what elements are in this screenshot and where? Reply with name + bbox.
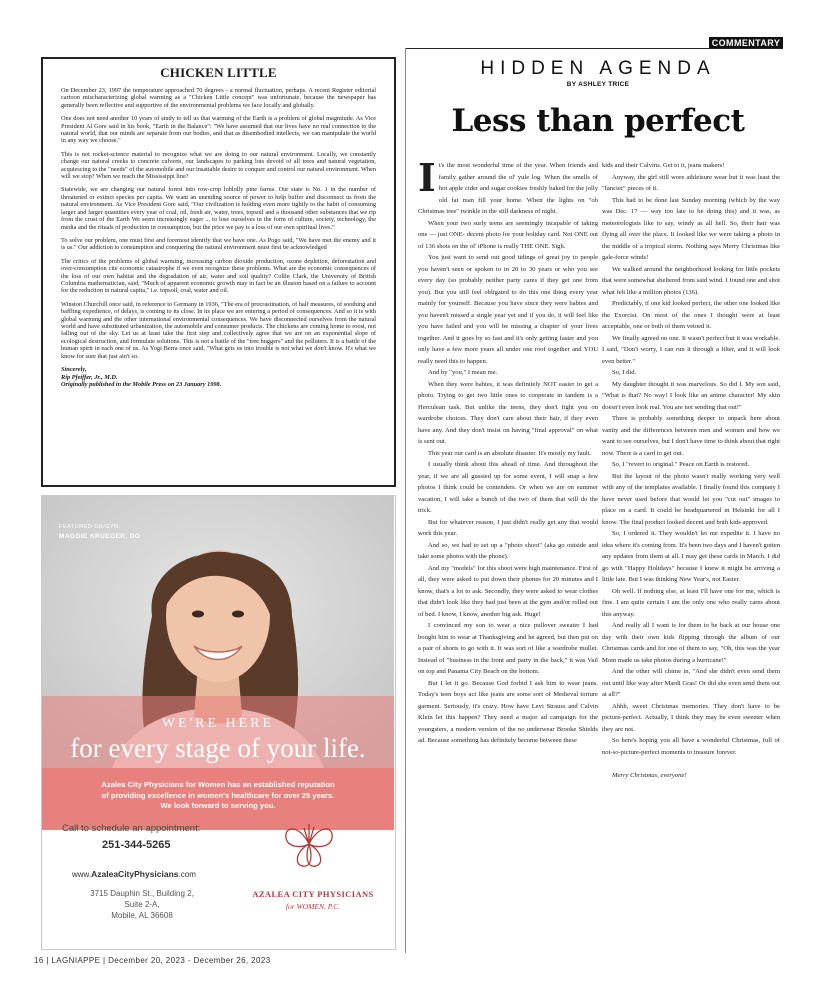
article-paragraph: So, I ordered it. They wouldn't let me expedite it. I have no idea where it's coming from. It's been two days and I haven't gotten any updates from them at all. I may get these cards in March. I did go with "Happy Holidays" because I knew it might be arriving a little late. But I was thinking New Year's, not Easter. [602, 530, 780, 583]
article-paragraph: When your two surly teens are seemingly incapable of taking one — just ONE- decent photo for your holiday card. Not ONE out of 136 shots on the ol' iPhone is really THE ONE. Sigh. [418, 219, 598, 250]
letter-title: CHICKEN LITTLE [160, 65, 277, 80]
letter-paragraph: The critics of the problems of global warming, increasing carbon dioxide production, ozone depletion, deforestation and over-consumption cite economic catastrophe if we even recognize these problems. What are the economic consequences of the loss of our own habitat and the degradation of air, water and soil quality? Collin Clark, the University of British Columbia mathematician, said, "Much of apparent economic growth may in fact be an illusion based on a failure to account for the reduction in natural capita," i.e. topsoil, coal, water and oil. [61, 257, 376, 295]
article-paragraph: I usually think about this ahead of time. And throughout the year, if we are all gussied up for some event, I will snap a few photos I think could be contenders. Or when we are on summer vacation, I will take a bunch of the two of them that will do the trick. [418, 461, 598, 514]
ad-body-line: of providing excellence in women's healthcare for over 25 years. [101, 790, 335, 800]
letter-paragraph: This is not rocket-science material to recognize what we are doing to our natural environment. Locally, we constantly change our natural creeks to concrete culverts, our landscapes to parking lots devoid of all trees and natural vegetation, acquiescing to the "needs" of the automobile and our insatiable desire to conquer and control our natural environment. When will we stop? When we reach the Mississippi line? [61, 150, 376, 181]
article-paragraph: There is probably something deeper to unpack here about vanity and the differences between men and women and how we want to see ourselves, but I don't have time to think about that right now. There is a card to get out. [602, 415, 780, 457]
section-tag: COMMENTARY [709, 37, 783, 49]
web-suffix: .com [178, 870, 196, 879]
address-line: Suite 2-A, [124, 900, 160, 909]
article-paragraph: Oh well. If nothing else, at least I'll have one for me, which is fine. I am quite certain I am the only one who really cares about this anyway. [602, 587, 780, 618]
advertisement[interactable] [41, 495, 396, 950]
first-paragraph-text: t's the most wonderful time of the year. When friends and family gather around the ol' yule log. When the smells of hot apple cider and sugar cookies freshly baked for the jolly old fat man fill your home. When the lights on "oh Christmas tree" twinkle in the still darkness of night. [418, 162, 598, 215]
article-paragraph: But the layout of the photo wasn't really working very well with any of the templates available. I finally found this company I have never used before that would let you "cut out" images to place on a card. It could be headquartered in Helsinki for all I know. The final product looked decent and both kids approved. [602, 472, 780, 526]
article-paragraph: My daughter thought it was marvelous. So did I. My son said, "What is that? No way! I look like an anime character! My skin doesn't even look real. You are not sending that out!" [602, 380, 780, 411]
letter-paragraph: Statewide, we are changing our natural forest into row-crop loblolly pine farms. Our state is No. 1 in the number of threatened or extinct species per capita. We want an unending source of power to help buffer and disconnect us from the natural environment. As Vice President Gore said, "Our civilization is holding even more tightly to the habit of consuming larger and larger quantities every year of coal, oil, fresh air, water, trees, topsoil and a thousand other substances that we rip from the crust of the Earth We seem increasingly eager ... to lose ourselves in the form of culture, society, technology, the media and the rituals of production in consumption, but the price we pay is a loss of our own spiritual lives." [61, 186, 376, 231]
column-name: HIDDEN AGENDA [480, 58, 716, 79]
address-line: Mobile, AL 36608 [111, 911, 173, 920]
ad-address [72, 888, 212, 921]
article-paragraph: So, I "revert to original." Peace on Earth is restored. [612, 461, 750, 468]
ad-logo-name: AZALEA CITY PHYSICIANS [252, 889, 374, 899]
ad-body-line: Azalea City Physicians for Women has an established reputation [101, 780, 335, 789]
article-paragraph: This year our card is an absolute disaster. It's mostly my fault. [428, 449, 592, 457]
ad-tagline: for every stage of your life. [70, 733, 366, 763]
doctor-name: MAGGIE KRUEGER, DO [59, 533, 141, 540]
drop-cap: I [418, 160, 436, 200]
letter-sign-author: Rip Pfeiffer, Jr., M.D. [61, 373, 118, 381]
issue-dates: December 20, 2023 - December 26, 2023 [108, 956, 271, 965]
article-paragraph: Predictably, if one kid looked perfect, the other one looked like the Exorcist. On most of the ones I thought were at least acceptable, one or both of them vetoed it. [602, 300, 780, 330]
article-paragraph: So, I did. [612, 369, 637, 376]
article-paragraph: You just want to send out good tidings of great joy to people you haven't seen or spoken to in 20 to 30 years or who you see every day (so probably neither party cares if they get one from you). But you still feel obligated to do this one thing every year mainly for yourself. Because you have since they were babies and you haven't missed a single year yet and if you do, it will feel like you have failed and you will be missing a chapter of your lives together. And it goes by so fast and it's only getting faster and you only have a few more years all under one roof together and YOU really need this to happen. [418, 254, 598, 365]
page-footer: 16 | LAGNIAPPE | December 20, 2023 - December 26, 2023 [34, 956, 271, 965]
article-paragraph: When they were babies, it was definitely NOT easier to get a photo. Trying to get two little ones to cooperate in tandem is a Herculean task. But unlike the teens, they don't fight you on wardrobe choices. They don't care about their hair, if they even have any. And they don't insist on having "final approval" on what is sent out. [418, 380, 598, 445]
article-paragraph: And the other will chime in, "And she didn't even send them out until like way after Mardi Gras! Or did she even send them out at all?" [602, 668, 780, 698]
letter-box [41, 57, 396, 487]
letter-paragraph: One does not need another 10 years of study to tell us that warming of the Earth is a problem of global magnitude. As Vice President Al Gore said in his book, "Earth in the Balance": "We have assumed that our lives have no real connection to the natural world, that our minds are separate from our bodies, and that as disembodied intellects, we can manipulate the world in any way we choose." [61, 115, 376, 145]
letter-sign-source: Originally published in the Mobile Press on 23 January 1998. [61, 381, 222, 389]
article-paragraph: We finally agreed on one. It wasn't perfect but it was workable. I said, "Don't worry, I can run it through a filter, and it will look even better." [602, 334, 780, 365]
page-number: 16 [34, 956, 44, 965]
publication-name: LAGNIAPPE [51, 956, 101, 965]
article-column-1 [418, 160, 598, 953]
article-paragraph: We walked around the neighborhood looking for little pockets that were somewhat sheltered from said wind. I found one and shot what felt like a million photos (136). [602, 265, 780, 296]
letter-sign-closing: Sincerely, [61, 366, 87, 373]
azalea-flower-icon [264, 814, 354, 874]
doctor-photo [42, 496, 394, 768]
letter-paragraph: Winston Churchill once said, in reference to Germany in 1936, "The era of procrastination, of half measures, of soothing and baffling expedience, of delays, is coming to its close. In its place we are entering a period of consequences. And so it is with global warming and the other international environmental consequences. We have disconnected ourselves from the natural world and have substituted urbanization, the automobile and consumer products. The chickens are coming home to roost, not falling out of the sky. Let us at least take the first step and collectively agree that we are on an exponential slope of ecological destruction, and formulate solutions. This is not a battle of the "tree huggers" and the polluters. It is a battle of the human spirit in each one of us. As Yogi Berra once said, "What gets us into trouble is not what we don't know. It's what we know for sure that just ain't so. [61, 300, 377, 360]
article-headline: Less than perfect [451, 103, 745, 139]
article-column-2 [602, 160, 780, 953]
article-paragraph: Anyway, the girl still wore athleisure wear but it was least the "fancier" pieces of it. [602, 173, 780, 192]
article-paragraph: But I let it go. Because God forbid I ask him to wear jeans. Today's teen boys act like jeans are some sort of Medieval torture garment. Seriously, it's crazy. How have Levi Strauss and Calvin Klein let this happen? They need a major ad campaign for the youngsters, a modern version of the no underwear Brooke Shields ad. Because something has definitely become between these [418, 679, 598, 744]
ad-website-link[interactable] [72, 869, 196, 879]
web-main: AzaleaCityPhysicians [91, 869, 179, 879]
ad-logo-subtitle: for WOMEN, P.C. [285, 902, 341, 911]
letter-paragraph: To solve our problem, one must first and foremost identify that we have one. As Pogo said, "We have met the enemy and it is us." Our addiction to consumption and conquering the natural environment must first be acknowledged [61, 236, 376, 252]
ad-phone-number[interactable]: 251-344-5265 [102, 839, 171, 851]
article-signoff: Merry Christmas, everyone! [612, 772, 687, 779]
web-prefix: www. [72, 870, 92, 879]
letter-signature [61, 366, 376, 389]
featured-label: FEATURED OB/GYN: [59, 524, 121, 530]
address-line: 3715 Dauphin St., Building 2, [90, 889, 194, 898]
article-paragraph: And so, we had to set up a "photo shoot" (aka go outside and take some photos with the phone). [418, 541, 598, 560]
byline: BY ASHLEY TRICE [566, 81, 630, 88]
header-rule [405, 48, 783, 49]
article-paragraph: And by "you," I mean me. [428, 369, 498, 376]
ad-body-line: We look forward to serving you. [160, 801, 276, 810]
article-paragraph [418, 160, 598, 218]
ad-schedule-label: Call to schedule an appointment: [62, 823, 201, 834]
ad-headline-small: WE'RE HERE [161, 716, 275, 731]
article-paragraph: And really all I want is for them to be back at our house one day with their own kids flipping through the album of our Christmas cards and for one of them to say, "Oh, this was the year Mom made us take photos during a hurricane!" [602, 622, 780, 664]
article-paragraph: This had to be done last Sunday morning (which by the way was Dec. 17 — way too late to be doing this) and it was, as meteorologists like to say, windy as all hell. So, their hair was flying all over the place. It looked like we were taking a photo in the middle of a tropical storm. Nothing says Merry Christmas like gale-force winds! [602, 196, 780, 261]
article-paragraph: kids and their Calvins. Get to it, jeans makers! [602, 162, 725, 169]
article-paragraph: And my "models" for this shoot were high maintenance. First of all, they were asked to put down their phones for 20 minutes and I know, that's a lot to ask. Secondly, they were asked to wear clothes that didn't look like they had just been at the gym and/or rolled out of bed. I know, I know, another big ask. Huge! [418, 564, 598, 618]
article-paragraph: I convinced my son to wear a nice pullover sweater I had bought him to wear at Thanksgiving and he agreed, but then put on a pair of shorts to go with it. It was sort of like a wardrobe mullet. Instead of "business in the front and party in the back," it was Vail on top and Panama City Beach on the bottom. [418, 622, 598, 675]
article-paragraph: So here's hoping you all have a wonderful Christmas, full of not-so-picture-perfect moments to treasure forever. [602, 737, 780, 756]
letter-paragraph: On December 23, 1997 the temperature approached 70 degrees - a normal fluctuation, perhaps. A recent Register editorial cartoon mischaracterizing global warming as a "Chicken Little concept" was unfortunate, because the newspaper has generally been reflective and supportive of the environmental problems we face locally and globally. [61, 87, 376, 109]
article-paragraph: But for whatever reason, I just didn't really get any that would work this year. [418, 518, 598, 537]
article-paragraph: Ahhh, sweet Christmas memories. They don't have to be picture-perfect. Actually, I think they may be even sweeter when they are not. [602, 702, 780, 733]
column-divider [405, 48, 406, 953]
